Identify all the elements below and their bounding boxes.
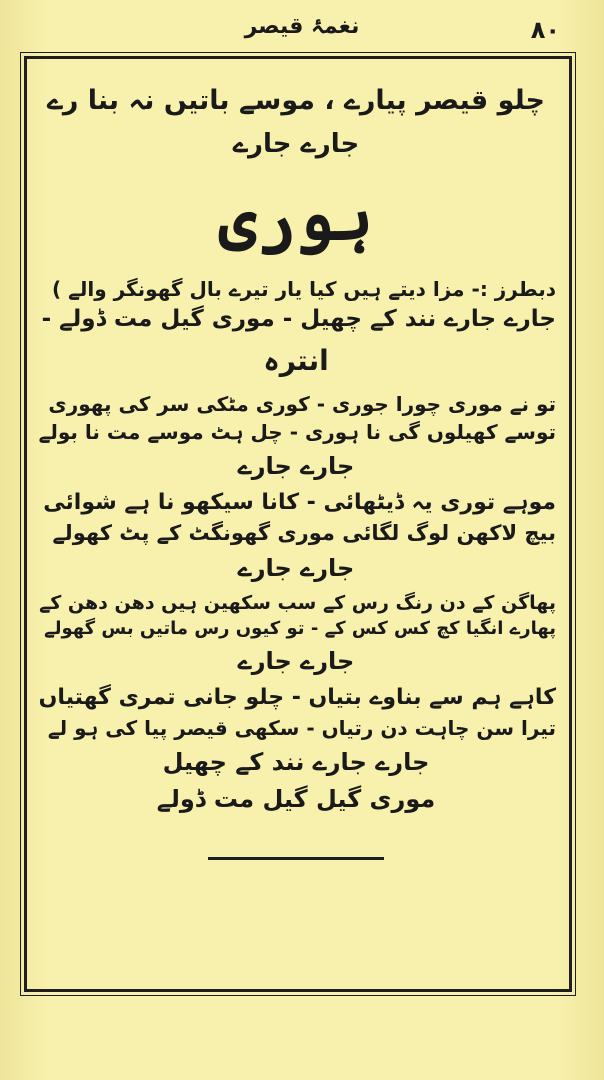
verse-line: توسے کھیلوں گی نا ہوری - چل ہٹ موسے مت نا بولے <box>38 420 556 445</box>
poem-body <box>36 76 556 860</box>
refrain: جارے جارے نند کے چھیل <box>162 747 430 776</box>
antra-heading: انترہ <box>263 343 329 377</box>
page-number: ۸۰ <box>530 16 560 44</box>
refrain: جارے جارے <box>237 452 355 481</box>
closing-line: موری گیل گیل مت ڈولے <box>156 785 436 814</box>
opening-refrain: جارے جارے <box>232 128 360 159</box>
sthai-line: دبطرز :- مزا دیتے ہیں کیا یار تیرے بال گھونگر والے ) <box>52 276 556 301</box>
closing-rule <box>208 857 384 860</box>
stanza-4 <box>36 683 556 779</box>
stanza-2 <box>36 488 556 586</box>
sthai-line: جارے جارے نند کے چھیل - موری گیل مت ڈولے - <box>41 305 556 332</box>
page-header <box>0 10 604 50</box>
stanza-1 <box>36 390 556 484</box>
book-title: نغمۂ قیصر <box>244 14 360 39</box>
refrain: جارے جارے <box>237 553 355 582</box>
refrain: جارے جارے <box>237 647 355 676</box>
verse-line: تو نے موری چورا جوری - کوری مٹکی سر کی پھوری <box>48 392 556 417</box>
stanza-3 <box>36 590 556 679</box>
verse-line: پھارے انگیا کچ کس کس کے - تو کیوں رس ماتیں بس گھولے <box>44 618 556 640</box>
verse-line: بیچ لاکھن لوگ لگائی موری گھونگٹ کے پٹ کھولے <box>52 520 556 545</box>
verse-line: پھاگن کے دن رنگ رس کے سب سکھین ہیں دھن دھن کے <box>39 591 556 614</box>
poem-title: ہوری <box>218 177 374 256</box>
verse-line: کاہے ہم سے بناوے بتیاں - چلو جانی تمری گھتیاں <box>38 684 556 710</box>
verse-line: موہے توری یہ ڈیٹھائی - کانا سیکھو نا ہے شوائی <box>43 489 556 515</box>
opening-line: چلو قیصر پیارے ، موسے باتیں نہ بنا رے <box>47 85 545 116</box>
verse-line: تیرا سن چاہت دن رتیاں - سکھی قیصر پیا کی ہو لے <box>47 715 556 740</box>
